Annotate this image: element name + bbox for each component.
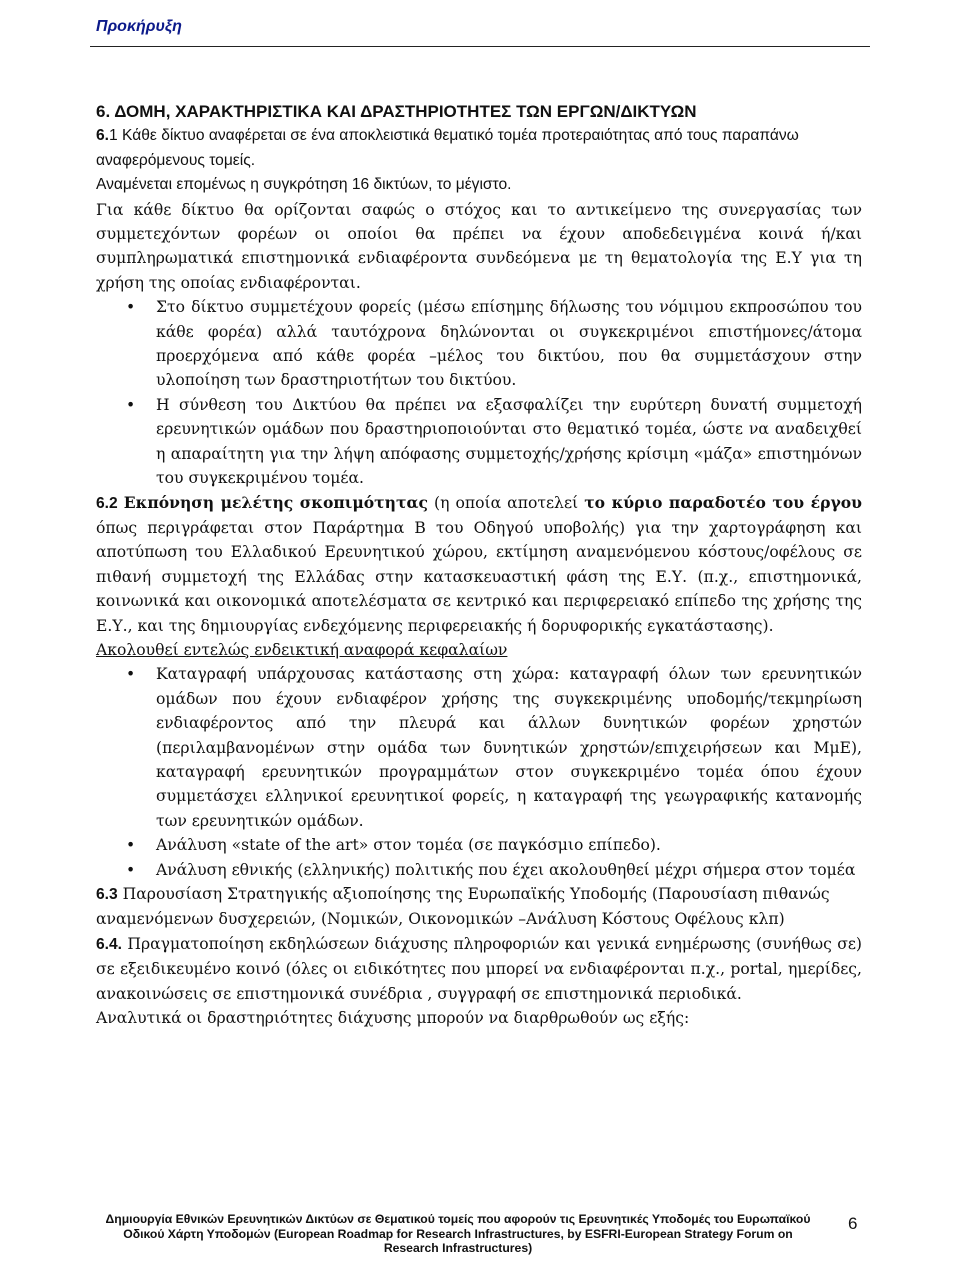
chapters-reference-heading: Ακολουθεί εντελώς ενδεικτική αναφορά κεφαλαίων xyxy=(96,640,508,659)
page-number: 6 xyxy=(848,1214,858,1233)
subsection-6-1-number: 6. xyxy=(96,127,110,145)
subsection-6-4-text: Πραγματοποίηση εκδηλώσεων διάχυσης πληροφοριών και γενικά ενημέρωσης (συνήθως σε) σε εξειδικευμένο κοινό (όλες οι ειδικότητες που μπορεί να ενδιαφέρονται π.χ., portal, ημερίδες, ανακοινώσεις σε επιστημονικά συνέδρια , συγγραφή σε επιστημονικά περιοδικά. xyxy=(96,934,862,1003)
list-item: • Ανάλυση εθνικής (ελληνικής) πολιτικής που έχει ακολουθηθεί μέχρι σήμερα στον τομέα xyxy=(96,858,862,882)
subsection-6-2-mid: (η οποία αποτελεί xyxy=(427,493,585,512)
section-heading: 6. ΔΟΜΗ, ΧΑΡΑΚΤΗΡΙΣΤΙΚΑ ΚΑΙ ΔΡΑΣΤΗΡΙΟΤΗΤΕΣ ΤΩΝ ΕΡΓΩΝ/ΔΙΚΤΥΩΝ xyxy=(96,102,697,121)
subsection-6-2-bold-title: Εκπόνηση μελέτης σκοπιμότητας xyxy=(123,492,428,512)
subsection-6-3-number-rest: 3 xyxy=(109,886,118,903)
subsection-6-3 xyxy=(96,882,862,932)
header-divider xyxy=(90,46,870,47)
list-item: • Καταγραφή υπάρχουσας κατάστασης στη χώρα: καταγραφή όλων των ερευνητικών ομάδων που έχουν ενδιαφέρον χρήσης της συγκεκριμένης υποδομής/τεκμηρίωση ενδιαφέροντος από την πλευρά και άλλων δυνητικών φορέων χρηστών (περιλαμβανομένων στην ομάδα των δυνητικών χρηστών/επιχειρήσεων και ΜμΕ), καταγραφή ερευνητικών προγραμμάτων στον συγκεκριμένο τομέα όπου έχουν συμμετάσχει ελληνικοί ερευνητικοί φορείς, η καταγραφή της γεωγραφικής κατανομής των ερευνητικών ομάδων. xyxy=(96,662,862,833)
subsection-6-2-rest: όπως περιγράφεται στον Παράρτημα Β του Οδηγού υποβολής) για την χαρτογράφηση και αποτύπωση του Ελλαδικού Ερευνητικού χώρου, εκτίμηση αναμενόμενου κόστους/οφέλους σε πιθανή συμμετοχή της Ελλάδας στην κατασκευαστική φάση της Ε.Υ. (π.χ., επιστημονικά, κοινωνικά και οικονομικά αποτελέσματα σε κεντρικό και περιφερειακό επίπεδο της χρήσης της Ε.Υ., και της δημιουργίας ενδεχόμενης περιφερειακής ή δορυφορικής εγκατάστασης). xyxy=(96,518,862,635)
subsection-6-1-line2: Αναμένεται επομένως η συγκρότηση 16 δικτύων, το μέγιστο. xyxy=(96,176,512,194)
list-item: • Στο δίκτυο συμμετέχουν φορείς (μέσω επίσημης δήλωσης του νόμιμου εκπροσώπου του κάθε φορέα) αλλά ταυτόχρονα δηλώνονται οι συγκεκριμένοι επιστήμονες/άτομα προερχόμενα από κάθε φορέα –μέλος του δικτύου, που θα συμμετάσχουν στην υλοποίηση των δραστηριοτήτων του δικτύου. xyxy=(96,295,862,393)
document-body xyxy=(96,100,862,1030)
subsection-6-1-text: 1 Κάθε δίκτυο αναφέρεται σε ένα αποκλειστικά θεματικό τομέα προτεραιότητας από τους παραπάνω αναφερόμενους τομείς. xyxy=(96,127,799,169)
subsection-6-4-last-line: Αναλυτικά οι δραστηριότητες διάχυσης μπορούν να διαρθρωθούν ως εξής: xyxy=(96,1009,690,1028)
subsection-6-2-bold-deliverable: το κύριο παραδοτέο του έργου xyxy=(584,492,862,512)
subsection-6-2-bullet-list xyxy=(96,662,862,882)
page-header-title: Προκήρυξη xyxy=(96,18,182,35)
subsection-6-2-number: 6. xyxy=(96,494,110,512)
subsection-6-1-bullet-list xyxy=(96,295,862,490)
subsection-6-3-text: Παρουσίαση Στρατηγικής αξιοποίησης της Ευρωπαϊκής Υποδομής (Παρουσίαση πιθανώς αναμενόμενων δυσχερειών, (Νομικών, Οικονομικών –Ανάλυση Κόστους Οφέλους κλπ) xyxy=(96,885,830,929)
subsection-6-2 xyxy=(96,491,862,638)
page-footer-text: Δημιουργία Εθνικών Ερευνητικών Δικτύων σε Θεματικού τομείς που αφορούν τις Ερευνητικές Υποδομές του Ευρωπαϊκού Οδικού Χάρτη Υποδομών (European Roadmap for Research Infrastructures, by ESFRI-European Strategy Forum on Research Infrastructures) xyxy=(105,1212,811,1255)
list-item: • Η σύνθεση του Δικτύου θα πρέπει να εξασφαλίζει την ευρύτερη δυνατή συμμετοχή ερευνητικών ομάδων που δραστηριοποιούνται στο θεματικό τομέα, ώστε να αναδειχθεί η απαραίτητη για την λήψη απόφασης συμμετοχής/χρήσης κρίσιμη «μάζα» επιστημόνων του συγκεκριμένου τομέα. xyxy=(96,393,862,491)
subsection-6-3-number: 6. xyxy=(96,886,110,903)
subsection-6-1-paragraph: Για κάθε δίκτυο θα ορίζονται σαφώς ο στόχος και το αντικείμενο της συνεργασίας των συμμετεχόντων φορέων οι οποίοι θα πρέπει να έχουν αποδεδειγμένα κοινά ή/και συμπληρωματικά επιστημονικά ενδιαφέροντα συνδεόμενα με τη θεματολογία της Ε.Υ για τη χρήση της οποίας ενδιαφέρονται. xyxy=(96,200,862,292)
subsection-6-2-number-rest: 2 xyxy=(109,494,118,512)
subsection-6-4-number: 6.4. xyxy=(96,935,123,953)
subsection-6-4 xyxy=(96,932,862,1006)
list-item: • Ανάλυση «state of the art» στον τομέα (σε παγκόσμιο επίπεδο). xyxy=(96,833,862,857)
subsection-6-1 xyxy=(96,124,862,173)
